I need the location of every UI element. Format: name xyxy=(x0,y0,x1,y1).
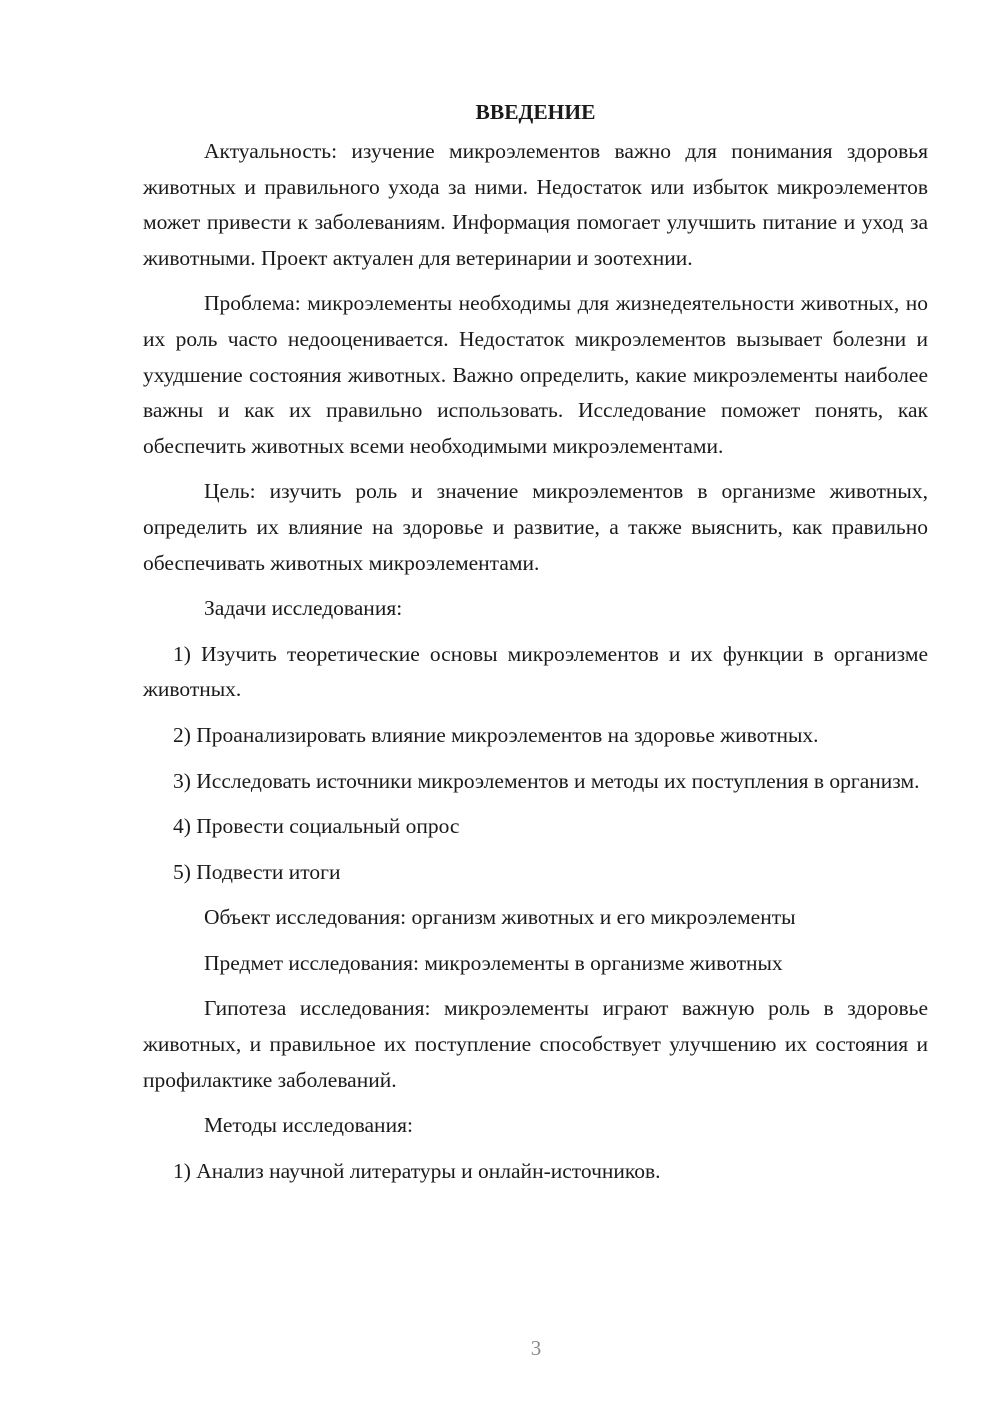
page-number: 3 xyxy=(530,1336,542,1360)
subject-paragraph: Предмет исследования: микроэлементы в организме животных xyxy=(204,950,783,975)
tasks-list xyxy=(143,637,928,891)
list-item: 1) Анализ научной литературы и онлайн-источников. xyxy=(173,1158,661,1183)
page-title: ВВЕДЕНИЕ xyxy=(475,100,596,124)
object-paragraph: Объект исследования: организм животных и его микроэлементы xyxy=(204,905,796,930)
list-item: 1) Изучить теоретические основы микроэлементов и их функции в организме животных. xyxy=(143,641,928,702)
methods-list xyxy=(143,1154,928,1190)
list-item: 2) Проанализировать влияние микроэлементов на здоровье животных. xyxy=(173,722,819,747)
goal-paragraph: Цель: изучить роль и значение микроэлементов в организме животных, определить их влияние на здоровье и развитие, а также выяснить, как правильно обеспечивать животных микроэлементами. xyxy=(143,479,928,575)
page-content xyxy=(143,96,928,1189)
relevance-paragraph: Актуальность: изучение микроэлементов важно для понимания здоровья животных и правильного ухода за ними. Недостаток или избыток микроэлементов может привести к заболеваниям. Информация помогает улучшить питание и уход за животными. Проект актуален для ветеринарии и зоотехнии. xyxy=(143,139,928,270)
list-item: 5) Подвести итоги xyxy=(173,859,341,884)
problem-paragraph: Проблема: микроэлементы необходимы для жизнедеятельности животных, но их роль часто недооценивается. Недостаток микроэлементов вызывает болезни и ухудшение состояния животных. Важно определить, какие микроэлементы наиболее важны и как их правильно использовать. Исследование поможет понять, как обеспечить животных всеми необходимыми микроэлементами. xyxy=(143,291,928,458)
list-item: 4) Провести социальный опрос xyxy=(173,814,460,839)
list-item: 3) Исследовать источники микроэлементов и методы их поступления в организм. xyxy=(173,768,920,793)
methods-heading: Методы исследования: xyxy=(204,1113,413,1138)
hypothesis-paragraph: Гипотеза исследования: микроэлементы играют важную роль в здоровье животных, и правильное их поступление способствует улучшению их состояния и профилактике заболеваний. xyxy=(143,996,928,1092)
tasks-heading: Задачи исследования: xyxy=(204,596,403,621)
